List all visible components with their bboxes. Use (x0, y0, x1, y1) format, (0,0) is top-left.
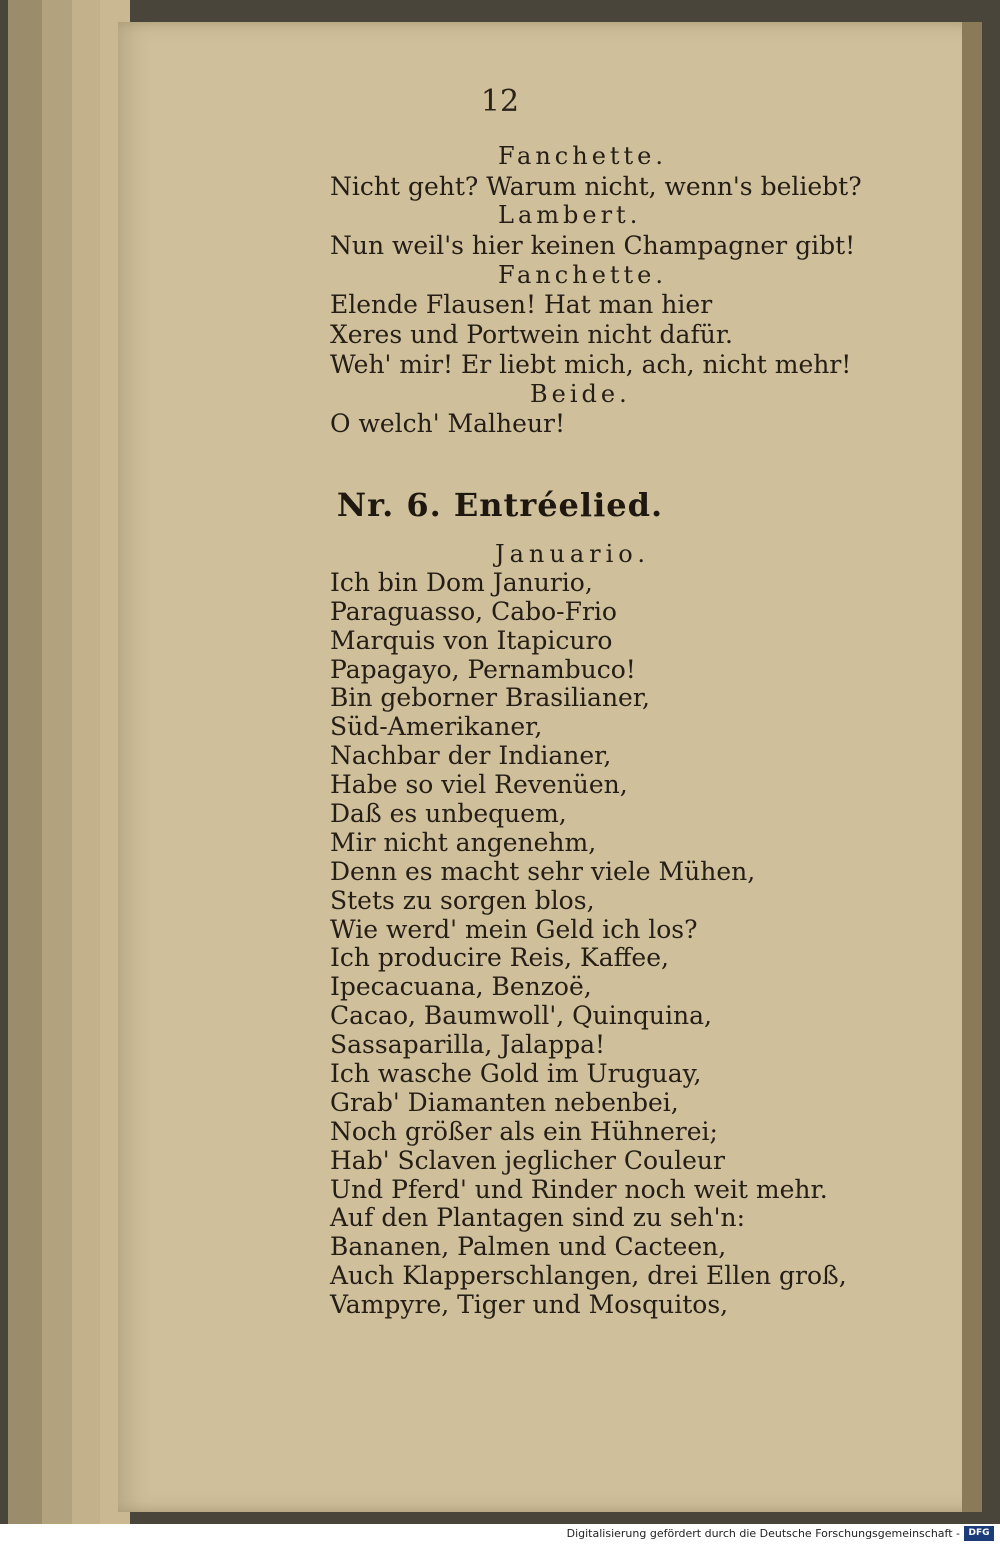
verse-line: Süd-Amerikaner, (330, 712, 543, 742)
verse-line: Sassaparilla, Jalappa! (330, 1030, 606, 1060)
page-edge (8, 0, 42, 1524)
speaker-name: Fanchette. (498, 260, 668, 289)
page-edge (72, 0, 100, 1524)
verse-line: Ich wasche Gold im Uruguay, (330, 1059, 702, 1089)
book-spine-shadow (962, 22, 982, 1512)
verse-line: Und Pferd' und Rinder noch weit mehr. (330, 1174, 828, 1204)
verse-line: Bin geborner Brasilianer, (330, 683, 651, 713)
funding-notice: Digitalisierung gefördert durch die Deutsche Forschungsgemeinschaft - (566, 1527, 960, 1540)
verse-line: Auch Klapperschlangen, drei Ellen groß, (330, 1261, 847, 1291)
verse-line: Nicht geht? Warum nicht, wenn's beliebt? (330, 171, 862, 201)
speaker-name: Beide. (530, 379, 631, 408)
verse-line: Hab' Sclaven jeglicher Couleur (330, 1145, 725, 1175)
verse-line: Weh' mir! Er liebt mich, ach, nicht mehr! (330, 349, 852, 379)
dfg-logo[interactable]: DFG (964, 1526, 994, 1541)
verse-line: Nachbar der Indianer, (330, 741, 612, 771)
verse-line: Elende Flausen! Hat man hier (330, 290, 713, 320)
verse-line: Grab' Diamanten nebenbei, (330, 1087, 679, 1117)
verse-line: Habe so viel Revenüen, (330, 770, 628, 800)
verse-line: Nun weil's hier keinen Champagner gibt! (330, 231, 856, 261)
footer-bar (0, 1524, 1000, 1544)
song-block (330, 540, 930, 1320)
page-edge (42, 0, 72, 1524)
verse-line: Paraguasso, Cabo-Frio (330, 596, 617, 626)
verse-line: Xeres und Portwein nicht dafür. (330, 320, 733, 350)
speaker-name: Fanchette. (498, 142, 668, 170)
speaker-name: Lambert. (498, 201, 642, 230)
speaker-name: Januario. (495, 540, 650, 568)
dialogue-block (330, 142, 890, 439)
verse-line: Denn es macht sehr viele Mühen, (330, 856, 756, 886)
verse-line: Mir nicht angenehm, (330, 827, 597, 857)
verse-line: Papagayo, Pernambuco! (330, 654, 636, 684)
verse-line: Noch größer als ein Hühnerei; (330, 1116, 718, 1146)
verse-line: Ipecacuana, Benzoë, (330, 972, 592, 1002)
verse-line: Vampyre, Tiger und Mosquitos, (330, 1290, 729, 1320)
section-heading: Nr. 6. Entréelied. (336, 486, 664, 524)
verse-line: Ich bin Dom Janurio, (330, 567, 593, 597)
verse-line: Auf den Plantagen sind zu seh'n: (330, 1203, 746, 1233)
verse-line: Bananen, Palmen und Cacteen, (330, 1232, 727, 1262)
verse-line: O welch' Malheur! (330, 409, 566, 439)
verse-line: Cacao, Baumwoll', Quinquina, (330, 1001, 712, 1031)
verse-line: Daß es unbequem, (330, 799, 567, 829)
page-number: 12 (480, 84, 520, 119)
verse-line: Marquis von Itapicuro (330, 625, 613, 655)
verse-line: Ich producire Reis, Kaffee, (330, 943, 669, 973)
verse-line: Wie werd' mein Geld ich los? (330, 914, 698, 944)
verse-line: Stets zu sorgen blos, (330, 885, 595, 915)
